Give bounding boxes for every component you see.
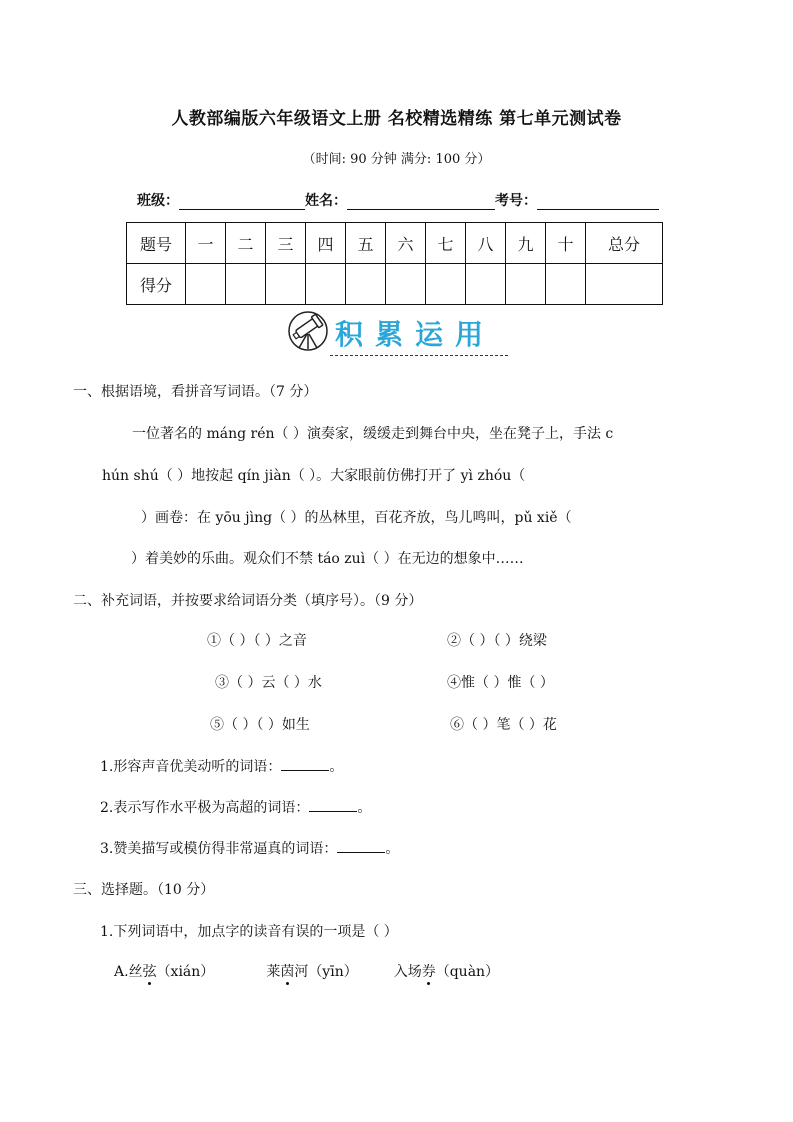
score-header-cell: 二 [226,223,266,264]
score-header-cell: 七 [426,223,466,264]
score-table-header-row [127,223,663,264]
word-char: 莱 [266,964,281,980]
id-field[interactable] [537,195,659,210]
score-header-cell: 五 [346,223,386,264]
section1-line: ）画卷：在 yōu jìng（ ）的丛林里，百花齐放，鸟儿鸣叫，pǔ xiě（ [141,510,572,526]
pinyin: （yīn） [308,964,358,980]
section1-heading: 一、根据语境，看拼音写词语。（7 分） [73,384,318,400]
class-field[interactable] [179,195,305,210]
time-info: （时间: 90 分钟 满分: 100 分） [302,152,491,167]
score-header-cell: 六 [386,223,426,264]
word-char: 丝 [128,964,143,980]
name-label: 姓名： [305,193,347,209]
score-cell[interactable] [186,264,226,305]
idiom-item: ②（ ）（ ）绕梁 [447,633,547,649]
word-char: 入场 [393,964,422,980]
score-cell[interactable] [506,264,546,305]
section-banner [287,310,495,356]
score-header-cell: 十 [546,223,586,264]
score-header-cell: 四 [306,223,346,264]
classify-question [100,797,371,817]
score-header-cell: 一 [186,223,226,264]
score-cell[interactable] [386,264,426,305]
question-end: 。 [329,759,344,775]
question-end: 。 [357,800,372,816]
option-label: A. [114,964,129,980]
page-title: 人教部编版六年级语文上册 名校精选精练 第七单元测试卷 [171,109,622,129]
student-info-row [137,190,659,210]
idiom-item: ⑥（ ）笔（ ）花 [450,717,557,733]
score-cell[interactable] [266,264,306,305]
score-cell[interactable] [226,264,266,305]
score-cell[interactable] [346,264,386,305]
word-char: 河 [294,964,309,980]
dotted-char: 弦 [142,964,157,980]
score-header-cell: 三 [266,223,306,264]
score-table-score-row [127,264,663,305]
score-header-cell: 九 [506,223,546,264]
class-label: 班级： [137,193,179,209]
telescope-icon [287,310,329,356]
option-a [114,961,499,981]
idiom-item: ④惟（ ）惟（ ） [447,675,554,691]
answer-blank[interactable] [337,840,385,853]
dotted-char: 茵 [280,964,295,980]
section1-line: hún shú（ ）地按起 qín jiàn（ ）。大家眼前仿佛打开了 yì zhóu（ [102,468,526,484]
section2-heading: 二、补充词语，并按要求给词语分类（填序号）。（9 分） [73,593,423,609]
id-label: 考号： [495,193,537,209]
question-end: 。 [385,841,400,857]
score-header-cell: 八 [466,223,506,264]
choice-question: 1.下列词语中，加点字的读音有误的一项是（ ） [100,924,398,940]
banner-title: 积累运用 [335,318,496,351]
idiom-item: ⑤（ ）（ ）如生 [210,717,310,733]
score-cell[interactable] [546,264,586,305]
question-text: 2.表示写作水平极为高超的词语： [100,800,310,816]
dotted-char: 券 [421,964,436,980]
answer-blank[interactable] [281,758,329,771]
banner-underline [330,355,508,356]
score-cell[interactable] [306,264,346,305]
score-cell[interactable] [426,264,466,305]
idiom-item: ③（ ）云（ ）水 [215,675,322,691]
idiom-item: ①（ ）（ ）之音 [207,633,307,649]
question-text: 1.形容声音优美动听的词语： [100,759,282,775]
name-field[interactable] [347,195,495,210]
score-table [126,222,663,305]
pinyin: （quàn） [435,964,500,980]
section1-line: ）着美妙的乐曲。观众们不禁 táo zuì（ ）在无边的想象中…… [131,551,524,567]
answer-blank[interactable] [309,799,357,812]
score-cell[interactable] [466,264,506,305]
section3-heading: 三、选择题。（10 分） [73,882,215,898]
score-header-cell: 题号 [127,223,186,264]
score-header-cell: 总分 [586,223,663,264]
classify-question [100,756,343,776]
classify-question [100,838,399,858]
score-row-label: 得分 [127,264,186,305]
score-cell[interactable] [586,264,663,305]
section1-line: 一位著名的 máng rén（ ）演奏家，缓缓走到舞台中央，坐在凳子上，手法 c [132,426,614,442]
question-text: 3.赞美描写或模仿得非常逼真的词语： [100,841,338,857]
pinyin: （xián） [156,964,215,980]
